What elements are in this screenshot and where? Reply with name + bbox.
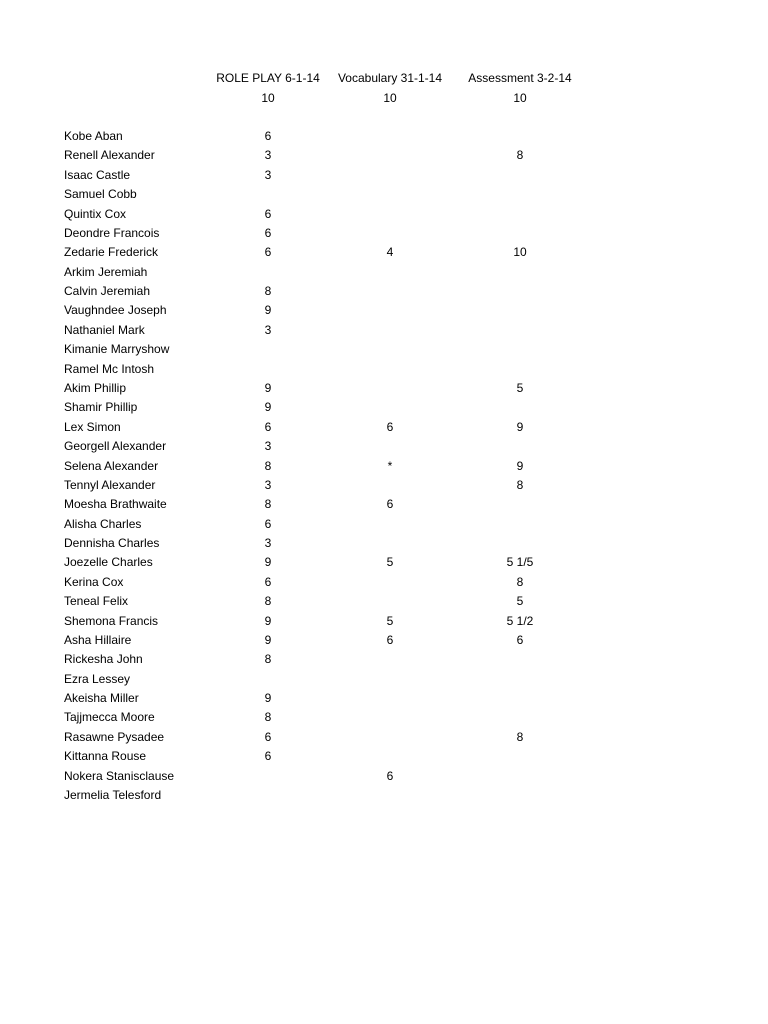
student-name: Selena Alexander (64, 458, 159, 473)
vocabulary-score: 5 (386, 613, 394, 628)
vocabulary-score (322, 321, 458, 340)
student-name: Arkim Jeremiah (64, 264, 148, 279)
role-play-score: 3 (264, 167, 272, 182)
header-assessment: Assessment 3-2-14 (468, 71, 572, 85)
assessment-score: 8 (516, 477, 524, 492)
vocabulary-score (322, 127, 458, 146)
assessment-score (452, 166, 588, 185)
assessment-score (452, 340, 588, 359)
student-name: Georgell Alexander (64, 439, 167, 454)
assessment-score: 9 (516, 419, 524, 434)
assessment-score (452, 398, 588, 417)
student-name: Akeisha Miller (64, 691, 139, 705)
student-name: Deondre Francois (64, 225, 160, 240)
student-name: Rasawne Pysadee (64, 729, 165, 744)
assessment-score (452, 708, 588, 727)
assessment-score (452, 185, 588, 204)
assessment-score (452, 205, 588, 224)
role-play-score (209, 340, 327, 359)
role-play-score (209, 360, 327, 379)
role-play-score: 9 (264, 691, 272, 705)
student-row (0, 553, 768, 572)
student-name: Rickesha John (64, 652, 143, 667)
assessment-score (452, 515, 588, 534)
student-name: Vaughndee Joseph (64, 303, 167, 318)
student-name: Calvin Jeremiah (64, 284, 151, 298)
header-vocabulary: Vocabulary 31-1-14 (337, 71, 443, 85)
assessment-score (452, 263, 588, 282)
assessment-score: 5 (516, 380, 524, 395)
role-play-score (209, 767, 327, 786)
vocabulary-score (322, 592, 458, 611)
student-name: Moesha Brathwaite (64, 497, 167, 512)
vocabulary-score (322, 534, 458, 553)
assessment-score (452, 767, 588, 786)
vocabulary-score (322, 689, 458, 708)
student-name: Nokera Stanisclause (64, 768, 175, 783)
assessment-score: 6 (516, 632, 524, 647)
assessment-score: 8 (516, 574, 524, 589)
student-row (0, 592, 768, 611)
vocabulary-score (322, 515, 458, 534)
vocabulary-score (322, 360, 458, 379)
role-play-score (209, 185, 327, 204)
student-name: Ramel Mc Intosh (64, 361, 155, 376)
student-name: Alisha Charles (64, 516, 142, 531)
student-row (0, 495, 768, 514)
max-score-row (0, 89, 768, 108)
role-play-score (209, 263, 327, 282)
assessment-score (452, 534, 588, 553)
student-row (0, 708, 768, 727)
vocabulary-score: * (387, 458, 393, 473)
role-play-score: 9 (264, 632, 272, 647)
student-row (0, 534, 768, 553)
student-row (0, 127, 768, 146)
student-name: Kerina Cox (64, 574, 124, 589)
student-row (0, 301, 768, 320)
student-name: Asha Hillaire (64, 632, 132, 647)
assessment-score: 10 (513, 245, 527, 260)
assessment-score: 5 1/5 (506, 555, 534, 570)
student-name: Samuel Cobb (64, 187, 137, 202)
student-row (0, 146, 768, 165)
max-score-role-play: 10 (261, 91, 275, 105)
assessment-score (452, 301, 588, 320)
assessment-score: 8 (516, 729, 524, 744)
role-play-score: 9 (264, 613, 272, 628)
student-row (0, 166, 768, 185)
vocabulary-score (322, 263, 458, 282)
role-play-score: 9 (264, 400, 272, 415)
student-row (0, 515, 768, 534)
vocabulary-score: 5 (386, 555, 394, 570)
vocabulary-score (322, 146, 458, 165)
assessment-score (452, 689, 588, 708)
vocabulary-score (322, 379, 458, 398)
student-name: Nathaniel Mark (64, 322, 145, 337)
student-row (0, 457, 768, 476)
vocabulary-score (322, 185, 458, 204)
student-row (0, 612, 768, 631)
vocabulary-score (322, 747, 458, 766)
assessment-score (452, 650, 588, 669)
role-play-score: 9 (264, 555, 272, 570)
vocabulary-score (322, 340, 458, 359)
student-name: Zedarie Frederick (64, 245, 159, 260)
student-row (0, 360, 768, 379)
vocabulary-score: 6 (386, 497, 394, 512)
assessment-score (452, 282, 588, 301)
role-play-score: 8 (264, 652, 272, 667)
student-name: Shamir Phillip (64, 400, 138, 415)
vocabulary-score (322, 650, 458, 669)
role-play-score: 8 (264, 497, 272, 512)
student-name: Ezra Lessey (64, 671, 131, 686)
assessment-score: 5 (516, 594, 524, 609)
student-row (0, 224, 768, 243)
role-play-score: 6 (264, 729, 272, 744)
vocabulary-score: 4 (386, 245, 394, 260)
role-play-score: 3 (264, 536, 272, 550)
student-row (0, 767, 768, 786)
vocabulary-score: 6 (386, 632, 394, 647)
assessment-score (452, 747, 588, 766)
role-play-score: 8 (264, 710, 272, 725)
vocabulary-score (322, 282, 458, 301)
student-row (0, 786, 768, 805)
student-row (0, 398, 768, 417)
vocabulary-score (322, 728, 458, 747)
vocabulary-score (322, 573, 458, 592)
role-play-score: 3 (264, 148, 272, 163)
vocabulary-score (322, 166, 458, 185)
assessment-score (452, 127, 588, 146)
student-name: Renell Alexander (64, 148, 155, 163)
vocabulary-score (322, 205, 458, 224)
assessment-score (452, 495, 588, 514)
student-row (0, 321, 768, 340)
assessment-score (452, 786, 588, 805)
assessment-score (452, 437, 588, 456)
vocabulary-score (322, 301, 458, 320)
assessment-score (452, 670, 588, 689)
vocabulary-score (322, 398, 458, 417)
vocabulary-score (322, 476, 458, 495)
header-role-play: ROLE PLAY 6-1-14 (216, 71, 320, 85)
role-play-score: 9 (264, 380, 272, 395)
vocabulary-score (322, 786, 458, 805)
role-play-score: 3 (264, 477, 272, 492)
student-row (0, 263, 768, 282)
student-name: Jermelia Telesford (64, 787, 162, 802)
student-name: Dennisha Charles (64, 536, 160, 550)
role-play-score (209, 786, 327, 805)
vocabulary-score (322, 437, 458, 456)
role-play-score: 8 (264, 284, 272, 298)
student-row (0, 379, 768, 398)
student-row (0, 670, 768, 689)
student-row (0, 205, 768, 224)
student-row (0, 728, 768, 747)
student-name: Akim Phillip (64, 380, 127, 395)
max-score-assessment: 10 (513, 91, 527, 105)
vocabulary-score (322, 670, 458, 689)
assessment-score: 8 (516, 148, 524, 163)
student-name: Isaac Castle (64, 167, 131, 182)
assessment-score (452, 224, 588, 243)
role-play-score: 6 (264, 206, 272, 221)
student-name: Tennyl Alexander (64, 477, 156, 492)
role-play-score: 6 (264, 245, 272, 260)
student-name: Teneal Felix (64, 594, 129, 609)
role-play-score: 8 (264, 594, 272, 609)
role-play-score: 6 (264, 225, 272, 240)
student-name: Lex Simon (64, 419, 121, 434)
vocabulary-score: 6 (386, 768, 394, 783)
assessment-score: 5 1/2 (506, 613, 534, 628)
student-row (0, 418, 768, 437)
student-row (0, 185, 768, 204)
student-row (0, 573, 768, 592)
role-play-score: 6 (264, 129, 272, 143)
student-name: Kobe Aban (64, 129, 123, 143)
role-play-score: 3 (264, 439, 272, 454)
assessment-score (452, 360, 588, 379)
vocabulary-score (322, 224, 458, 243)
student-row (0, 282, 768, 301)
role-play-score: 6 (264, 419, 272, 434)
student-name: Kimanie Marryshow (64, 342, 170, 357)
student-row (0, 689, 768, 708)
student-name: Quintix Cox (64, 206, 127, 221)
student-name: Kittanna Rouse (64, 749, 147, 764)
student-row (0, 340, 768, 359)
student-row (0, 747, 768, 766)
role-play-score (209, 670, 327, 689)
role-play-score: 6 (264, 749, 272, 764)
max-score-vocabulary: 10 (383, 91, 397, 105)
student-name: Joezelle Charles (64, 555, 153, 570)
role-play-score: 6 (264, 574, 272, 589)
student-row (0, 476, 768, 495)
assessment-score (452, 321, 588, 340)
vocabulary-score (322, 708, 458, 727)
student-row (0, 243, 768, 262)
student-row (0, 437, 768, 456)
header-row (0, 69, 768, 88)
student-name: Tajjmecca Moore (64, 710, 155, 725)
assessment-score: 9 (516, 458, 524, 473)
student-row (0, 631, 768, 650)
student-name: Shemona Francis (64, 613, 159, 628)
student-row (0, 650, 768, 669)
role-play-score: 8 (264, 458, 272, 473)
role-play-score: 9 (264, 303, 272, 318)
role-play-score: 6 (264, 516, 272, 531)
role-play-score: 3 (264, 322, 272, 337)
vocabulary-score: 6 (386, 419, 394, 434)
